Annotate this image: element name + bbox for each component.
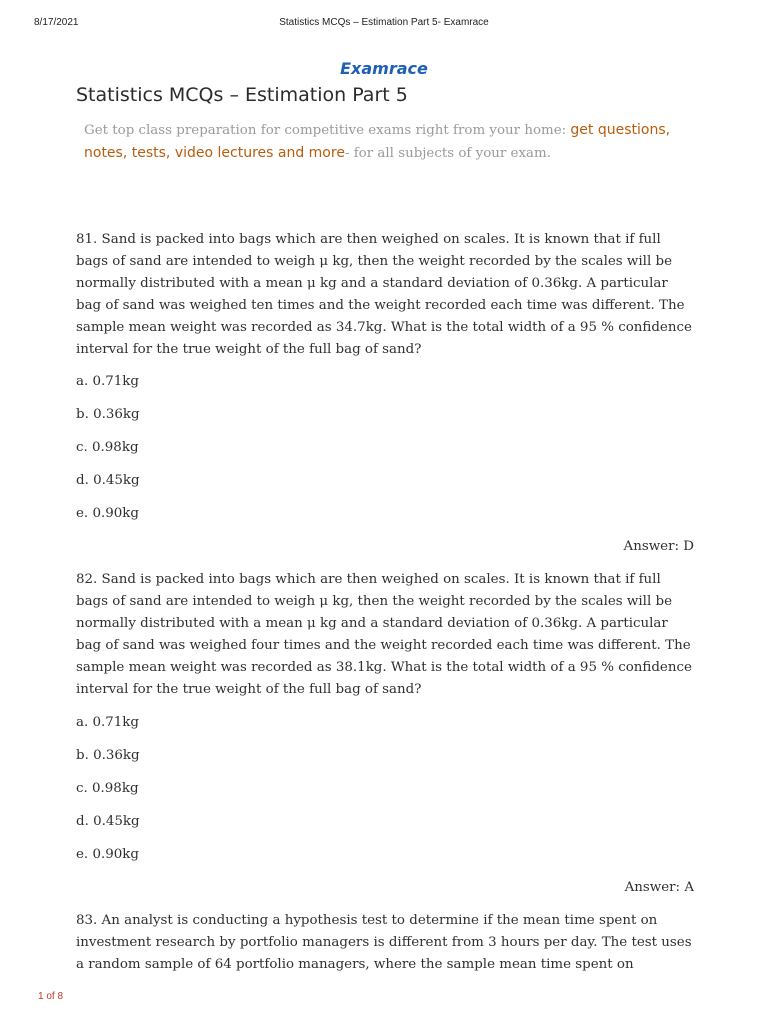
question-text: 82. Sand is packed into bags which are then weighed on scales. It is known that if full bags of sand are intended to weigh μ kg, then the weight recorded by the scales will be normally distributed with a mean μ kg and a standard deviation of 0.36kg. A particular bag of sand was weighed four times and the weight recorded each time was different. The sample mean weight was recorded as 38.1kg. What is the total width of a 95 % confidence interval for the true weight of the full bag of sand?: [76, 572, 692, 697]
question-text: 81. Sand is packed into bags which are then weighed on scales. It is known that if full bags of sand are intended to weigh μ kg, then the weight recorded by the scales will be normally distributed with a mean μ kg and a standard deviation of 0.36kg. A particular bag of sand was weighed ten times and the weight recorded each time was different. The sample mean weight was recorded as 34.7kg. What is the total width of a 95 % confidence interval for the true weight of the full bag of sand?: [76, 232, 692, 357]
question-block: [76, 569, 694, 909]
question-block: [76, 229, 694, 569]
option-a: a. 0.71kg: [76, 714, 139, 730]
promo-link[interactable]: get questions, notes, tests, video lectures and more: [84, 122, 671, 161]
option-d: d. 0.45kg: [76, 473, 140, 489]
question-block: [76, 910, 694, 976]
answer-label: Answer: D: [623, 539, 694, 555]
option-d: d. 0.45kg: [76, 813, 140, 829]
promo-suffix: - for all subjects of your exam.: [344, 146, 551, 161]
promo-text: [84, 119, 684, 165]
print-date: 8/17/2021: [34, 17, 79, 28]
question-text: 83. An analyst is conducting a hypothesis test to determine if the mean time spent on investment research by portfolio managers is different from 3 hours per day. The test uses a random sample of 64 portfolio managers, where the sample mean time spent on: [76, 912, 692, 972]
option-e: e. 0.90kg: [76, 506, 139, 522]
print-title: Statistics MCQs – Estimation Part 5- Examrace: [279, 17, 489, 28]
option-b: b. 0.36kg: [76, 747, 140, 763]
option-a: a. 0.71kg: [76, 374, 139, 390]
option-e: e. 0.90kg: [76, 846, 139, 862]
page-title: Statistics MCQs – Estimation Part 5: [76, 84, 408, 106]
page-indicator: 1 of 8: [38, 991, 64, 1002]
question-list: [76, 229, 694, 976]
option-b: b. 0.36kg: [76, 407, 140, 423]
option-c: c. 0.98kg: [76, 440, 139, 456]
option-c: c. 0.98kg: [76, 780, 139, 796]
brand-logo[interactable]: Examrace: [340, 59, 428, 78]
promo-prefix: Get top class preparation for competitive exams right from your home:: [84, 123, 571, 138]
answer-label: Answer: A: [624, 879, 694, 895]
